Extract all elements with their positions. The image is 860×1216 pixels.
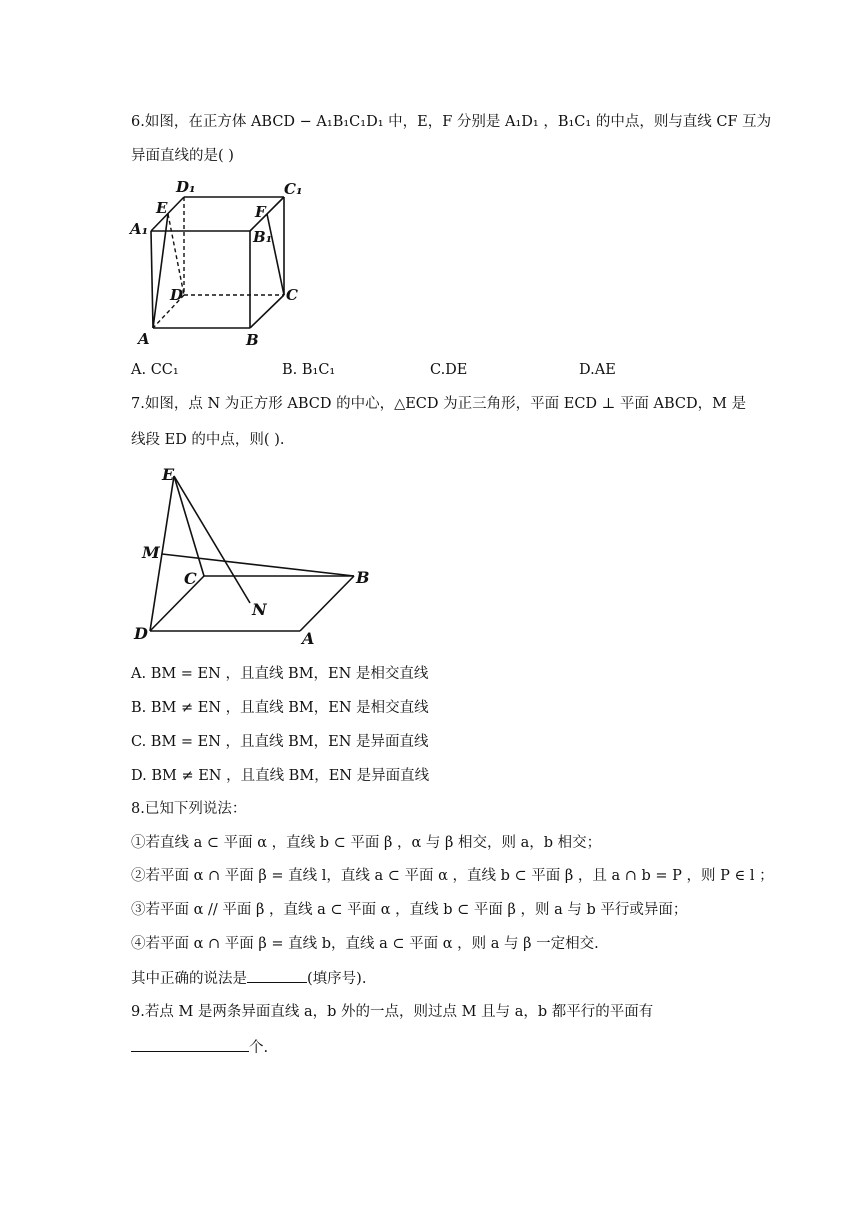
q6-label-b1: B₁ xyxy=(253,228,273,246)
q7-label-n: N xyxy=(252,600,267,619)
q7-option-d: D. BM ≠ EN ，且直线 BM，EN 是异面直线 xyxy=(131,768,430,784)
q7-pyramid-figure xyxy=(128,462,388,652)
q6-label-f: F xyxy=(255,203,266,221)
q6-option-c: C.DE xyxy=(430,362,468,378)
q8-item-2: ②若平面 α ∩ 平面 β = 直线 l，直线 a ⊂ 平面 α ，直线 b ⊂ 平面 β ，且 a ∩ b = P ，则 P ∈ l ； xyxy=(131,868,774,884)
q8-item-3: ③若平面 α // 平面 β ，直线 a ⊂ 平面 α ，直线 b ⊂ 平面 β ，则 a 与 b 平行或异面； xyxy=(131,902,688,918)
q6-label-d1: D₁ xyxy=(176,178,196,196)
q6-label-b: B xyxy=(246,331,259,349)
q7-stem-line-2: 线段 ED 的中点，则( ). xyxy=(131,432,285,448)
q7-label-d: D xyxy=(134,624,148,643)
q7-label-c: C xyxy=(184,569,197,588)
q7-label-a: A xyxy=(302,629,315,648)
q6-label-e: E xyxy=(156,199,168,217)
q7-option-a: A. BM = EN ，且直线 BM，EN 是相交直线 xyxy=(131,666,429,682)
q7-stem-line-1: 7.如图，点 N 为正方形 ABCD 的中心，△ECD 为正三角形，平面 ECD ⊥ 平面 ABCD，M 是 xyxy=(131,396,747,412)
q6-label-a1: A₁ xyxy=(130,220,149,238)
q9-stem-line-2 xyxy=(131,1037,268,1058)
q8-prompt-after: (填序号). xyxy=(307,971,367,987)
q7-option-c: C. BM = EN ，且直线 BM，EN 是异面直线 xyxy=(131,734,429,750)
q7-label-m: M xyxy=(142,543,160,562)
q6-stem-line-1: 6.如图，在正方体 ABCD − A₁B₁C₁D₁ 中，E，F 分别是 A₁D₁ ，B₁C₁ 的中点，则与直线 CF 互为 xyxy=(131,114,772,130)
q6-stem-line-2: 异面直线的是( ) xyxy=(131,148,234,164)
q8-prompt xyxy=(131,968,366,989)
q8-intro: 8.已知下列说法： xyxy=(131,801,247,817)
q6-label-a: A xyxy=(138,330,150,348)
q6-option-d: D.AE xyxy=(579,362,616,378)
q8-prompt-before: 其中正确的说法是 xyxy=(131,971,247,987)
q7-option-b: B. BM ≠ EN ，且直线 BM，EN 是相交直线 xyxy=(131,700,429,716)
q6-cube-figure xyxy=(120,172,320,352)
q6-option-b: B. B₁C₁ xyxy=(282,362,336,378)
q6-option-a: A. CC₁ xyxy=(131,362,179,378)
q8-answer-blank[interactable] xyxy=(247,968,307,983)
q6-label-c: C xyxy=(286,286,298,304)
q7-label-b: B xyxy=(356,568,370,587)
q9-stem-line-1: 9.若点 M 是两条异面直线 a，b 外的一点，则过点 M 且与 a，b 都平行的平面有 xyxy=(131,1004,654,1020)
q9-line2-after: 个. xyxy=(249,1040,269,1056)
q8-item-1: ①若直线 a ⊂ 平面 α ，直线 b ⊂ 平面 β ，α 与 β 相交，则 a，b 相交； xyxy=(131,835,602,851)
q6-label-c1: C₁ xyxy=(284,180,303,198)
q7-label-e: E xyxy=(162,465,175,484)
q6-label-d: D xyxy=(170,286,184,304)
q9-answer-blank[interactable] xyxy=(131,1037,249,1052)
q8-item-4: ④若平面 α ∩ 平面 β = 直线 b，直线 a ⊂ 平面 α ，则 a 与 β 一定相交. xyxy=(131,936,599,952)
